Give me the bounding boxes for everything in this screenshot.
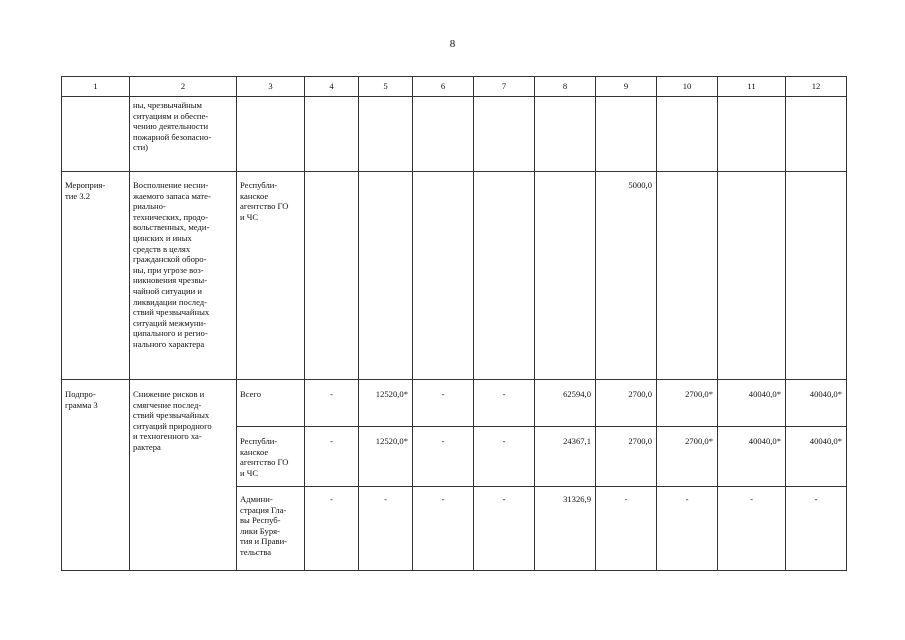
cell-value: - [305,487,359,571]
header-row [62,77,847,97]
cell-value: 2700,0 [596,427,657,487]
header-cell: 11 [718,77,786,97]
cell-value: 2700,0* [657,380,718,427]
header-cell: 10 [657,77,718,97]
cell-value [786,172,847,380]
table-row [62,380,847,427]
cell-value: - [305,427,359,487]
cell-value: - [413,427,474,487]
cell-value: 40040,0* [786,380,847,427]
cell-value [305,172,359,380]
cell-value [718,172,786,380]
cell-value [535,172,596,380]
header-cell: 2 [130,77,237,97]
cell-value: - [413,487,474,571]
cell-executor: Республи- канское агентство ГО и ЧС [237,427,305,487]
cell-value [305,97,359,172]
cell-value: - [596,487,657,571]
header-cell: 9 [596,77,657,97]
cell-value [474,97,535,172]
cell-value: 31326,9 [535,487,596,571]
cell-value [535,97,596,172]
header-cell: 12 [786,77,847,97]
cell-value [359,97,413,172]
cell-value [657,172,718,380]
cell-name: ны, чрезвычайным ситуациям и обеспе- чению деятельности пожарной безопасно- сти) [130,97,237,172]
cell-value: 5000,0 [596,172,657,380]
cell-code: Подпро- грамма 3 [62,380,130,571]
cell-value: 62594,0 [535,380,596,427]
program-table [61,76,847,571]
cell-executor: Республи- канское агентство ГО и ЧС [237,172,305,380]
cell-value [657,97,718,172]
header-cell: 6 [413,77,474,97]
cell-value: - [474,487,535,571]
cell-value: - [474,427,535,487]
cell-name: Снижение рисков и смягчение послед- ствий чрезвычайных ситуаций природного и техногенного ха- рактера [130,380,237,571]
cell-executor: Всего [237,380,305,427]
cell-value: 40040,0* [718,427,786,487]
cell-value: - [786,487,847,571]
header-cell: 3 [237,77,305,97]
cell-value [359,172,413,380]
cell-value: 2700,0* [657,427,718,487]
cell-value: - [305,380,359,427]
header-cell: 7 [474,77,535,97]
cell-value: 40040,0* [718,380,786,427]
page-number: 8 [449,38,456,50]
cell-executor [237,97,305,172]
cell-value [413,172,474,380]
cell-value: 12520,0* [359,380,413,427]
cell-value [413,97,474,172]
header-cell: 5 [359,77,413,97]
cell-code: Мероприя- тие 3.2 [62,172,130,380]
cell-value: 2700,0 [596,380,657,427]
cell-value [718,97,786,172]
header-cell: 8 [535,77,596,97]
table-row [62,97,847,172]
cell-value [474,172,535,380]
header-cell: 1 [62,77,130,97]
cell-value: 12520,0* [359,427,413,487]
cell-value: - [718,487,786,571]
cell-name: Восполнение несни- жаемого запаса мате- риально- технических, продо- вольственных, меди- цинских и иных средств в целях гражданской оборо- ны, при угрозе воз- никновения чрезвы- чайной ситуации и ликвидации послед- ствий чрезвычайных ситуаций межмуни- ципального и регио- нального характера [130,172,237,380]
cell-value: - [474,380,535,427]
cell-value: 24367,1 [535,427,596,487]
cell-code [62,97,130,172]
cell-value [786,97,847,172]
table-row [62,172,847,380]
cell-value: - [657,487,718,571]
cell-value: 40040,0* [786,427,847,487]
header-cell: 4 [305,77,359,97]
cell-value [596,97,657,172]
cell-value: - [413,380,474,427]
cell-value: - [359,487,413,571]
cell-executor: Админи- страция Гла- вы Респуб- лики Буря- тия и Прави- тельства [237,487,305,571]
